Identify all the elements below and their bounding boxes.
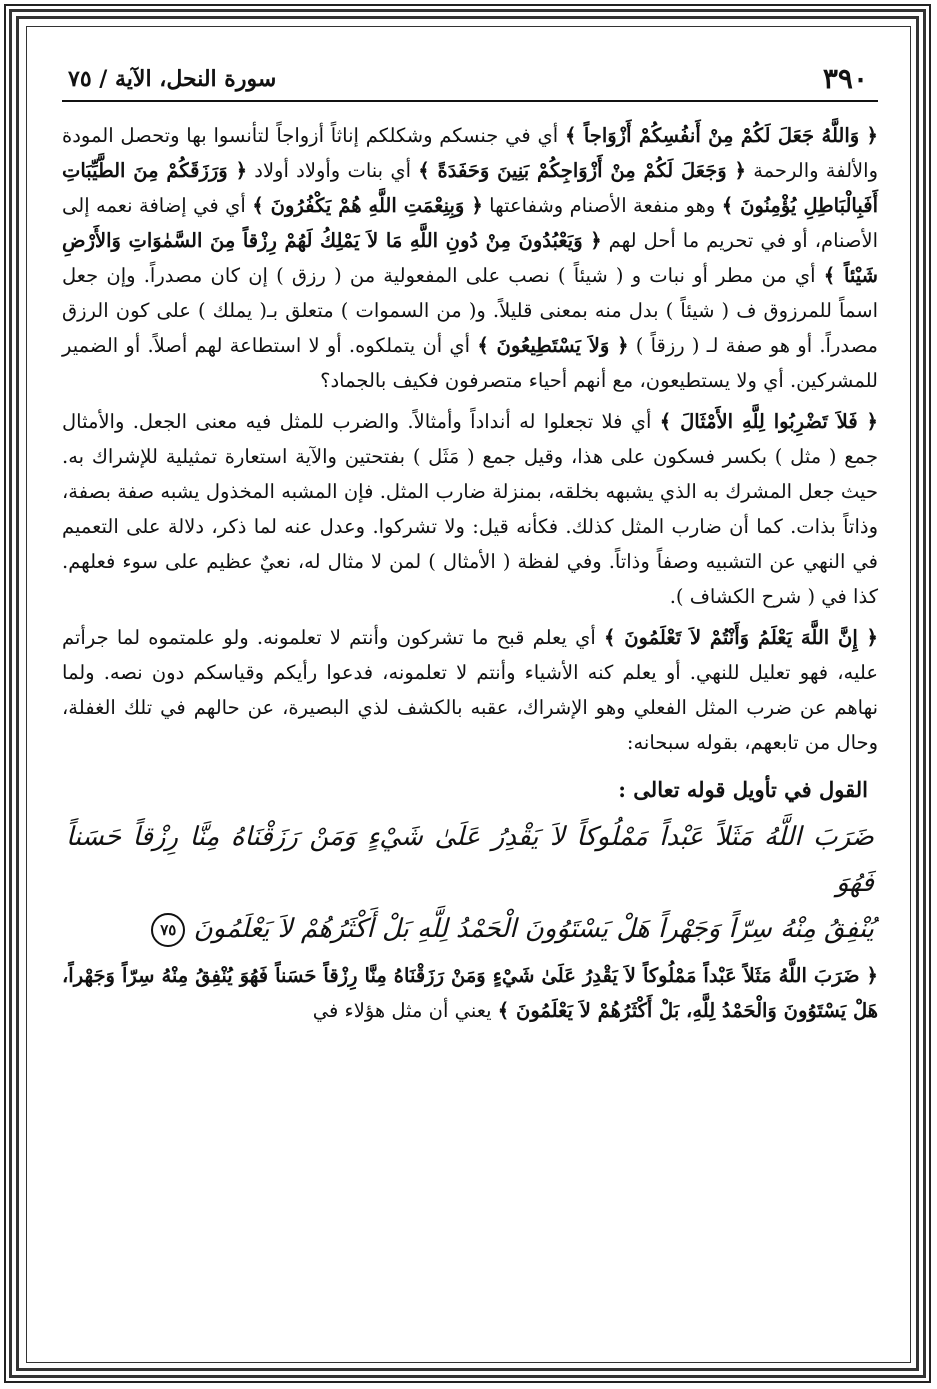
commentary-text: أي في جنسكم وشكلكم إناثاً أزواجاً لتأنسوا بها وتحصل المودة والألفة والرحمة xyxy=(62,124,878,182)
page-content xyxy=(62,56,878,1028)
quran-quote: ﴿ وَبِنِعْمَتِ اللَّهِ هُمْ يَكْفُرُونَ ﴾ xyxy=(252,194,483,217)
quran-quote: ﴿ وَيَعْبُدُونَ مِنْ دُونِ اللَّهِ مَا لاَ يَمْلِكُ لَهُمْ رِزْقاً مِنَ السَّمٰوَاتِ وَالأَرْضِ شَيْئاً ﴾ xyxy=(62,229,879,287)
paragraph-3 xyxy=(62,620,878,760)
paragraph-2 xyxy=(62,404,878,614)
quran-quote: ﴿ وَرَزَقَكُمْ مِنَ الطَّيِّبَاتِ أَفَبِالْبَاطِلِ يُؤْمِنُونَ ﴾ xyxy=(62,159,878,217)
paragraph-4 xyxy=(62,958,878,1028)
quran-quote: ﴿ وَاللَّهُ جَعَلَ لَكُمْ مِنْ أَنفُسِكُمْ أَزْوَاجاً ﴾ xyxy=(565,124,878,147)
commentary-text: يعني أن مثل هؤلاء في xyxy=(312,999,498,1022)
verse-line-1: ضَرَبَ اللَّهُ مَثَلاً عَبْداً مَمْلُوكاً لاَ يَقْدِرُ عَلَىٰ شَيْءٍ وَمَنْ رَزَقْنَاهُ مِنَّا رِزْقاً حَسَناً فَهُوَ xyxy=(66,822,874,898)
section-heading: القول في تأويل قوله تعالى : xyxy=(618,777,868,802)
quran-quote: ﴿ إِنَّ اللَّهَ يَعْلَمُ وَأَنْتُمْ لاَ تَعْلَمُونَ ﴾ xyxy=(604,626,878,649)
quran-quote: ﴿ فَلاَ تَضْرِبُوا لِلَّهِ الأَمْثَالَ ﴾ xyxy=(659,410,878,433)
verse-line-2 xyxy=(66,906,874,952)
commentary-text: أي من مطر أو نبات و ( شيئاً ) نصب على المفعولية من ( رزق ) إن كان مصدراً. وإن جعل اسماً للمرزوق ف ( شيئاً ) بدل منه بمعنى قليلاً. و( من السموات ) متعلق بـ( يملك ) على كون الرزق مصدراً. أو هو صفة لـ ( رزقاً ) xyxy=(62,264,878,357)
quran-quote: ﴿ ضَرَبَ اللَّهُ مَثَلاً عَبْداً مَمْلُوكاً لاَ يَقْدِرُ عَلَىٰ شَيْءٍ وَمَنْ رَزَقْنَاهُ مِنَّا رِزْقاً حَسَناً فَهُوَ يُنْفِقُ مِنْهُ سِرّاً وَجَهْراً، هَلْ يَسْتَوُونَ وَالْحَمْدُ لِلَّهِ، بَلْ أَكْثَرُهُمْ لاَ يَعْلَمُونَ ﴾ xyxy=(62,964,878,1022)
commentary-text: وهو منفعة الأصنام وشفاعتها xyxy=(482,194,722,217)
page-number: ٣٩٠ xyxy=(822,62,868,95)
commentary-text: أي فلا تجعلوا له أنداداً وأمثالاً. والضرب للمثل فيه معنى الجعل. والأمثال جمع ( مثل ) بكسر فسكون على هذا، وقيل جمع ( مَثَل ) بفتحتين والآية استعارة تمثيلية للإشراك به. حيث جعل المشرك به الذي يشبهه بخلقه، بمنزلة ضارب المثل. فإن المشبه المخذول يشبه صفة بصفة، وذاتاً بذات. كما أن ضارب المثل كذلك. فكأنه قيل: ولا تشركوا. وعدل عنه لما ذكر، دلالة على التعميم في النهي عن التشبيه وصفاً وذاتاً. وفي لفظة ( الأمثال ) لمن لا مثال له، نعيٌ عظيم على سوء فعلهم. كذا في ( شرح الكشاف ). xyxy=(62,410,878,608)
running-title: سورة النحل، الآية / ٧٥ xyxy=(68,66,277,92)
commentary-text: أي أن يتملكوه. أو لا استطاعة لهم أصلاً. أو الضمير للمشركين. أي ولا يستطيعون، مع أنهم أحياء متصرفون فكيف بالجماد؟ xyxy=(62,334,878,392)
paragraph-1 xyxy=(62,118,878,398)
commentary-text: أي يعلم قبح ما تشركون وأنتم لا تعلمونه. ولو علمتموه لما جرأتم عليه، فهو تعليل للنهي. أو يعلم كنه الأشياء وأنتم لا تعلمونه، فدعوا رأيكم وقياسكم دون نصه. ولما نهاهم عن ضرب المثل الفعلي وهو الإشراك، عقبه بالكشف لذي البصيرة، عن حالهم في تلك الغفلة، وحال من تابعهم، بقوله سبحانه: xyxy=(62,626,878,754)
verse-block xyxy=(62,814,878,952)
verse-number-badge: ٧٥ xyxy=(151,913,185,947)
commentary-text: أي بنات وأولاد أولاد xyxy=(247,159,419,182)
verse-line-2-text: يُنْفِقُ مِنْهُ سِرّاً وَجَهْراً هَلْ يَسْتَوُونَ الْحَمْدُ لِلَّهِ بَلْ أَكْثَرُهُمْ لاَ يَعْلَمُونَ xyxy=(193,914,874,944)
quran-quote: ﴿ وَجَعَلَ لَكُمْ مِنْ أَزْوَاجِكُمْ بَنِينَ وَحَفَدَةً ﴾ xyxy=(418,159,746,182)
quran-quote: ﴿ وَلاَ يَسْتَطِيعُونَ ﴾ xyxy=(477,334,629,357)
commentary-text: أي في إضافة نعمه إلى الأصنام، أو في تحريم ما أحل لهم xyxy=(62,194,878,252)
page-header xyxy=(62,56,878,102)
